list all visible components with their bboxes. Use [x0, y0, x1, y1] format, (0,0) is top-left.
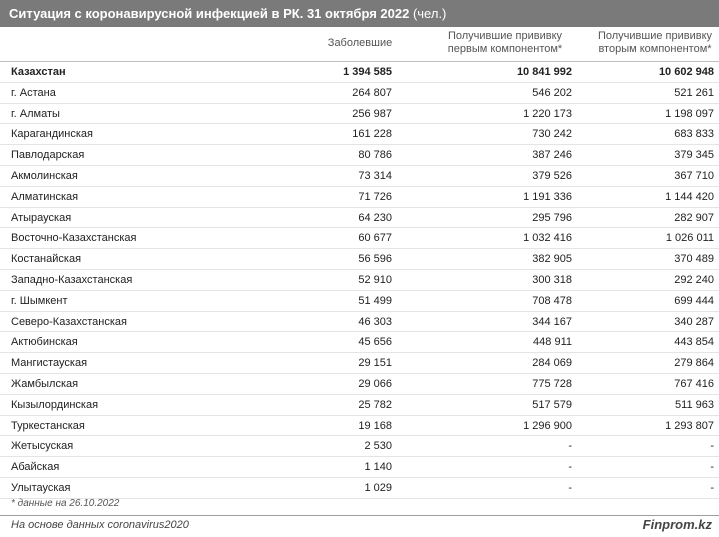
- second-dose-value: 340 287: [674, 315, 714, 328]
- first-dose-value: 1 032 416: [523, 232, 572, 245]
- table-row: [0, 228, 719, 249]
- cases-value: 256 987: [352, 107, 392, 120]
- table-row: [0, 249, 719, 270]
- title-main: Ситуация с коронавирусной инфекцией в РК. 31 октября 2022: [9, 6, 410, 21]
- cases-value: 80 786: [358, 149, 392, 162]
- cases-value: 29 151: [358, 357, 392, 370]
- cases-value: 29 066: [358, 377, 392, 390]
- table-body: [0, 62, 719, 499]
- second-dose-value: 511 963: [675, 398, 714, 411]
- first-dose-value: 1 220 173: [523, 107, 572, 120]
- cases-value: 71 726: [358, 190, 392, 203]
- source-note: На основе данных coronavirus2020: [11, 519, 189, 531]
- header-second-dose: Получившие прививку вторым компонентом*: [597, 30, 713, 55]
- first-dose-value: 448 911: [533, 336, 572, 349]
- first-dose-value: 382 905: [532, 253, 572, 266]
- cases-value: 64 230: [358, 211, 392, 224]
- region-name: г. Алматы: [11, 107, 60, 120]
- second-dose-value: 1 026 011: [665, 232, 714, 245]
- first-dose-value: 546 202: [532, 86, 572, 99]
- table-header: [0, 27, 719, 62]
- header-cases: Заболевшие: [327, 37, 393, 49]
- region-name: Западно-Казахстанская: [11, 273, 133, 286]
- region-name: Карагандинская: [11, 128, 93, 141]
- table-row: [0, 124, 719, 145]
- table-row: [0, 332, 719, 353]
- cases-value: 161 228: [352, 128, 392, 141]
- second-dose-value: 379 345: [674, 149, 714, 162]
- region-name: Жетысуская: [11, 440, 74, 453]
- first-dose-value: -: [568, 481, 572, 494]
- region-name: Восточно-Казахстанская: [11, 232, 137, 245]
- table-row: [0, 436, 719, 457]
- divider: [0, 515, 719, 516]
- table-row: [0, 353, 719, 374]
- cases-value: 1 029: [364, 481, 392, 494]
- region-name: Мангистауская: [11, 357, 88, 370]
- second-dose-value: -: [710, 461, 714, 474]
- table-row: [0, 166, 719, 187]
- first-dose-value: 379 526: [532, 169, 572, 182]
- table-row: [0, 457, 719, 478]
- table-row: [0, 270, 719, 291]
- second-dose-value: 767 416: [674, 377, 714, 390]
- region-name: Атырауская: [11, 211, 72, 224]
- second-dose-value: 443 854: [674, 336, 714, 349]
- cases-value: 60 677: [358, 232, 392, 245]
- region-name: Акмолинская: [11, 169, 78, 182]
- brand-logo: Finprom.kz: [642, 517, 712, 532]
- first-dose-value: 517 579: [532, 398, 572, 411]
- first-dose-value: 10 841 992: [516, 66, 572, 78]
- second-dose-value: 10 602 948: [658, 66, 714, 78]
- second-dose-value: -: [710, 440, 714, 453]
- table-row: [0, 187, 719, 208]
- cases-value: 2 530: [364, 440, 392, 453]
- region-name: Алматинская: [11, 190, 79, 203]
- cases-value: 56 596: [358, 253, 392, 266]
- region-name: Кызылординская: [11, 398, 99, 411]
- second-dose-value: 1 198 097: [665, 107, 714, 120]
- table-row: [0, 291, 719, 312]
- second-dose-value: -: [710, 481, 714, 494]
- first-dose-value: 387 246: [532, 149, 572, 162]
- title-unit: (чел.): [412, 6, 447, 21]
- second-dose-value: 699 444: [674, 294, 714, 307]
- region-name: г. Астана: [11, 86, 56, 99]
- second-dose-value: 367 710: [674, 169, 714, 182]
- table-row: [0, 312, 719, 333]
- cases-value: 264 807: [352, 86, 392, 99]
- table-row: [0, 374, 719, 395]
- first-dose-value: 1 191 336: [523, 190, 572, 203]
- second-dose-value: 279 864: [674, 357, 714, 370]
- region-name: Абайская: [11, 461, 60, 474]
- first-dose-value: 1 296 900: [523, 419, 572, 432]
- second-dose-value: 292 240: [674, 273, 714, 286]
- cases-value: 73 314: [358, 169, 392, 182]
- first-dose-value: -: [568, 461, 572, 474]
- first-dose-value: -: [568, 440, 572, 453]
- region-name: Северо-Казахстанская: [11, 315, 127, 328]
- first-dose-value: 730 242: [532, 128, 572, 141]
- region-name: Актюбинская: [11, 336, 78, 349]
- cases-value: 51 499: [358, 294, 392, 307]
- table-row: [0, 104, 719, 125]
- first-dose-value: 344 167: [532, 315, 572, 328]
- cases-value: 19 168: [358, 419, 392, 432]
- table-row: [0, 83, 719, 104]
- region-name: Костанайская: [11, 253, 82, 266]
- first-dose-value: 300 318: [532, 273, 572, 286]
- footnote: * данные на 26.10.2022: [11, 498, 120, 509]
- cases-value: 45 656: [358, 336, 392, 349]
- region-name: Казахстан: [11, 66, 66, 78]
- first-dose-value: 708 478: [532, 294, 572, 307]
- first-dose-value: 775 728: [532, 377, 572, 390]
- table-row: [0, 395, 719, 416]
- table-row: [0, 62, 719, 83]
- second-dose-value: 1 293 807: [665, 419, 714, 432]
- region-name: Жамбылская: [11, 377, 79, 390]
- second-dose-value: 683 833: [674, 128, 714, 141]
- table-row: [0, 145, 719, 166]
- second-dose-value: 370 489: [674, 253, 714, 266]
- cases-value: 46 303: [358, 315, 392, 328]
- cases-value: 25 782: [358, 398, 392, 411]
- first-dose-value: 284 069: [532, 357, 572, 370]
- first-dose-value: 295 796: [532, 211, 572, 224]
- table-title: [0, 0, 719, 27]
- second-dose-value: 521 261: [674, 86, 714, 99]
- cases-value: 1 394 585: [343, 66, 392, 78]
- cases-value: 1 140: [364, 461, 392, 474]
- cases-value: 52 910: [358, 273, 392, 286]
- table-row: [0, 478, 719, 499]
- second-dose-value: 1 144 420: [665, 190, 714, 203]
- region-name: Улытауская: [11, 481, 71, 494]
- region-name: г. Шымкент: [11, 294, 68, 307]
- header-first-dose: Получившие прививку первым компонентом*: [447, 30, 563, 55]
- table-row: [0, 416, 719, 437]
- table-row: [0, 208, 719, 229]
- second-dose-value: 282 907: [674, 211, 714, 224]
- region-name: Павлодарская: [11, 149, 85, 162]
- region-name: Туркестанская: [11, 419, 85, 432]
